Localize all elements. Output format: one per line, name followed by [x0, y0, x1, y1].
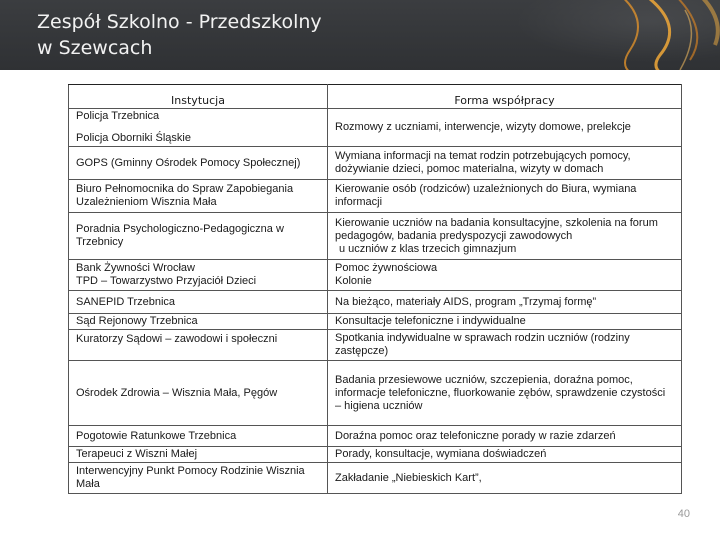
cooperation-cell	[328, 463, 682, 494]
institution-cell	[69, 260, 328, 291]
institution-cell	[69, 314, 328, 330]
institution-text: Interwencyjny Punkt Pomocy Rodzinie Wisznia Mała	[76, 465, 305, 490]
table-row	[69, 213, 682, 260]
table-row	[69, 147, 682, 180]
institution-cell	[69, 361, 328, 426]
table-row	[69, 291, 682, 314]
title-line-1: Zespół Szkolno - Przedszkolny	[37, 11, 322, 33]
table-row	[69, 109, 682, 147]
institution-cell	[69, 180, 328, 213]
institution-text: Sąd Rejonowy Trzebnica	[76, 315, 198, 327]
header-decoration	[590, 0, 720, 70]
table-header-row	[69, 85, 682, 109]
institution-cell	[69, 426, 328, 447]
institution-cell	[69, 463, 328, 494]
cooperation-cell	[328, 426, 682, 447]
table-row	[69, 463, 682, 494]
institution-text: Kuratorzy Sądowi – zawodowi i społeczni	[76, 333, 278, 345]
table-row	[69, 330, 682, 361]
cooperation-text: Rozmowy z uczniami, interwencje, wizyty domowe, prelekcje	[335, 121, 631, 133]
cooperation-cell	[328, 447, 682, 463]
cooperation-text: u uczniów z klas trzecich gimnazjum	[339, 242, 517, 255]
institution-text: Pogotowie Ratunkowe Trzebnica	[76, 429, 237, 442]
table-row	[69, 314, 682, 330]
cooperation-text: Na bieżąco, materiały AIDS, program „Trzymaj formę”	[335, 295, 597, 308]
page-number: 40	[677, 508, 690, 520]
cooperation-cell	[328, 314, 682, 330]
cooperation-cell	[328, 147, 682, 180]
column-header-institution: Instytucja	[69, 85, 328, 109]
cooperation-cell	[328, 180, 682, 213]
institution-cell	[69, 147, 328, 180]
title-line-2: w Szewcach	[37, 37, 153, 59]
slide-title	[37, 9, 557, 61]
cooperation-text: Porady, konsultacje, wymiana doświadczeń	[335, 448, 547, 460]
cooperation-text: Pomoc żywnościowa	[335, 262, 438, 274]
cooperation-table	[68, 84, 682, 494]
table-row	[69, 426, 682, 447]
cooperation-cell	[328, 213, 682, 260]
cooperation-text: Badania przesiewowe uczniów, szczepienia, doraźna pomoc, informacje telefoniczne, fluorkowanie zębów, sprawdzenie czystości – higiena uczniów	[335, 373, 666, 412]
cooperation-cell	[328, 260, 682, 291]
institution-cell	[69, 291, 328, 314]
institution-cell	[69, 330, 328, 361]
institution-text: Ośrodek Zdrowia – Wisznia Mała, Pęgów	[76, 386, 278, 399]
cooperation-text: Doraźna pomoc oraz telefoniczne porady w razie zdarzeń	[335, 429, 616, 442]
cooperation-cell	[328, 291, 682, 314]
cooperation-cell	[328, 330, 682, 361]
cooperation-text: Zakładanie „Niebieskich Kart”,	[335, 471, 482, 484]
institution-cell	[69, 109, 328, 147]
institution-text: Bank Żywności Wrocław	[76, 262, 195, 274]
institution-text: GOPS (Gminny Ośrodek Pomocy Społecznej)	[76, 156, 301, 169]
institution-cell	[69, 447, 328, 463]
institution-text: Policja Oborniki Śląskie	[76, 132, 191, 144]
institution-cell	[69, 213, 328, 260]
cooperation-text: Konsultacje telefoniczne i indywidualne	[335, 315, 526, 327]
table-row	[69, 447, 682, 463]
cooperation-text: Kierowanie uczniów na badania konsultacyjne, szkolenia na forum pedagogów, badania predyspozycji zawodowych	[335, 216, 658, 242]
institution-text: SANEPID Trzebnica	[76, 295, 176, 308]
institution-text: Policja Trzebnica	[76, 110, 160, 122]
cooperation-text: Wymiana informacji na temat rodzin potrzebujących pomocy, dożywianie dzieci, pomoc materialna, wizyty w domach	[335, 150, 631, 175]
cooperation-text: Kolonie	[335, 275, 372, 287]
institution-text: Biuro Pełnomocnika do Spraw Zapobiegania Uzależnieniom Wisznia Mała	[76, 183, 294, 208]
cooperation-text: Kierowanie osób (rodziców) uzależnionych do Biura, wymiana informacji	[335, 183, 637, 208]
table-row	[69, 260, 682, 291]
table-row	[69, 180, 682, 213]
column-header-cooperation: Forma współpracy	[328, 85, 682, 109]
table-row	[69, 361, 682, 426]
cooperation-cell	[328, 361, 682, 426]
cooperation-text: Spotkania indywidualne w sprawach rodzin uczniów (rodziny zastępcze)	[335, 332, 630, 357]
institution-text: Terapeuci z Wiszni Małej	[76, 448, 198, 460]
institution-text: Poradnia Psychologiczno-Pedagogiczna w Trzebnicy	[76, 223, 284, 248]
cooperation-cell	[328, 109, 682, 147]
slide-header	[0, 0, 720, 70]
institution-text: TPD – Towarzystwo Przyjaciół Dzieci	[76, 275, 257, 287]
accent-swirl-icon	[590, 0, 720, 70]
